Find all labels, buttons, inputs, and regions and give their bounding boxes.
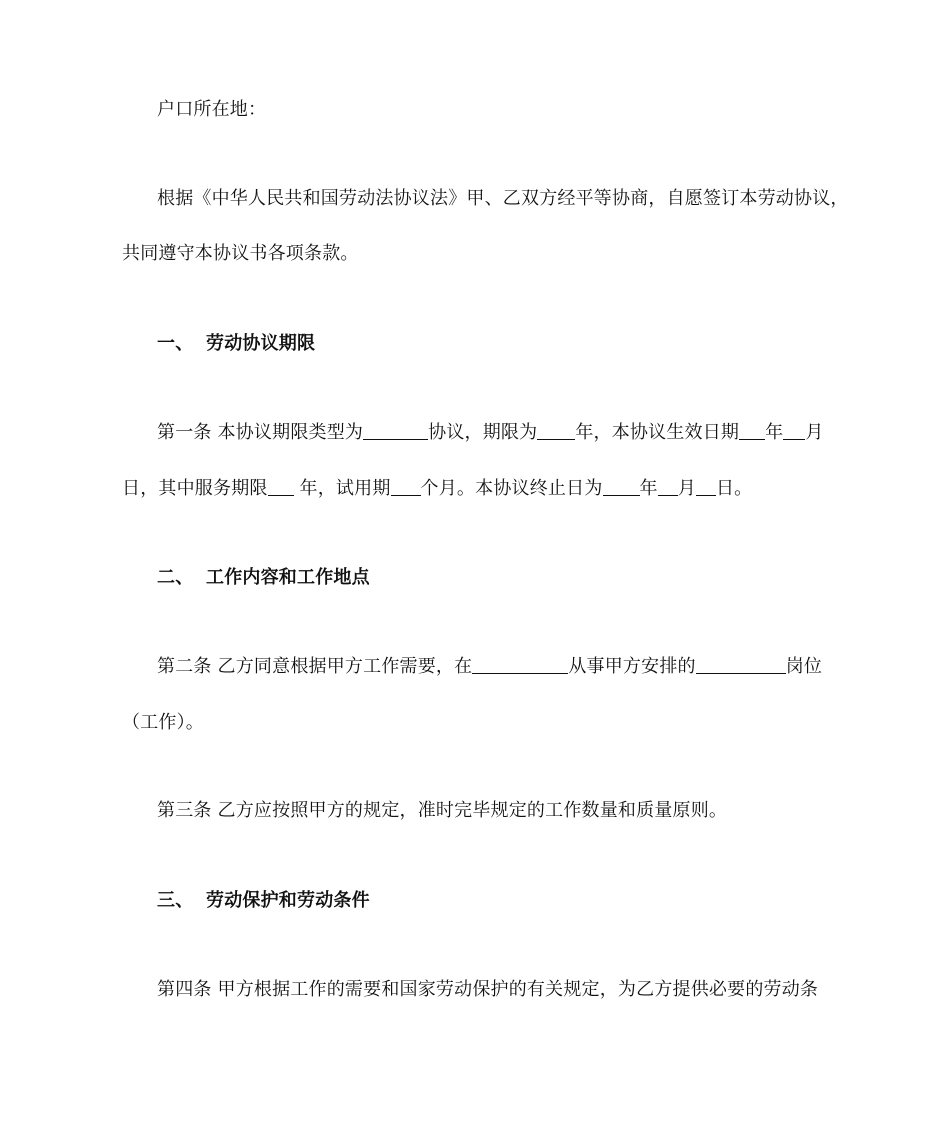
section-number-2: 二、 xyxy=(157,567,194,588)
section-title-2: 工作内容和工作地点 xyxy=(206,567,370,588)
article-2-line-2 xyxy=(122,711,204,735)
preamble-line-1 xyxy=(157,187,849,211)
blank-effective-year[interactable] xyxy=(739,421,765,440)
article-1-text: 年 xyxy=(639,478,658,499)
blank-effective-month[interactable] xyxy=(783,421,805,440)
section-heading-3 xyxy=(157,889,370,913)
article-3 xyxy=(157,799,727,823)
article-1-text: 月 xyxy=(805,422,824,443)
blank-end-day[interactable] xyxy=(696,477,716,496)
section-heading-1 xyxy=(157,332,315,356)
article-4 xyxy=(157,978,818,1002)
blank-probation-months[interactable] xyxy=(391,477,421,496)
article-1-text: 个月。本协议终止日为 xyxy=(420,478,603,499)
blank-term-years[interactable] xyxy=(537,421,575,440)
blank-position[interactable] xyxy=(696,655,786,674)
blank-end-year[interactable] xyxy=(603,477,640,496)
article-2-text: 岗位 xyxy=(785,656,823,677)
article-1-text: 协议，期限为 xyxy=(428,422,538,443)
household-location-text: 户口所在地： xyxy=(157,99,267,120)
blank-work-location[interactable] xyxy=(472,655,568,674)
preamble-text-2: 共同遵守本协议书各项条款。 xyxy=(122,243,359,264)
section-heading-2 xyxy=(157,566,370,590)
article-4-text: 第四条 甲方根据工作的需要和国家劳动保护的有关规定，为乙方提供必要的劳动条 xyxy=(157,979,819,1000)
section-number-3: 三、 xyxy=(157,890,194,911)
article-2-text: 第二条 乙方同意根据甲方工作需要，在 xyxy=(157,656,473,677)
section-title-3: 劳动保护和劳动条件 xyxy=(206,890,370,911)
article-1-text: 年 xyxy=(765,422,784,443)
article-1-text: 日。 xyxy=(715,478,753,499)
preamble-line-2 xyxy=(122,242,359,266)
blank-contract-type[interactable] xyxy=(363,421,428,440)
household-location-label xyxy=(157,98,266,122)
article-2-text: （工作）。 xyxy=(122,712,204,733)
article-1-text: 年，本协议生效日期 xyxy=(575,422,740,443)
section-number-1: 一、 xyxy=(157,333,194,354)
article-1-text: 第一条 本协议期限类型为 xyxy=(157,422,364,443)
article-2-line-1 xyxy=(157,655,822,679)
article-1-text: 月 xyxy=(677,478,696,499)
article-1-text: 年，试用期 xyxy=(293,478,391,499)
preamble-text-1: 根据《中华人民共和国劳动法协议法》甲、乙双方经平等协商，自愿签订本劳动协议， xyxy=(157,188,849,209)
section-title-1: 劳动协议期限 xyxy=(206,333,316,354)
blank-service-term[interactable] xyxy=(268,477,294,496)
article-1-text: 日，其中服务期限 xyxy=(122,478,268,499)
article-3-text: 第三条 乙方应按照甲方的规定，准时完毕规定的工作数量和质量原则。 xyxy=(157,800,728,821)
blank-end-month[interactable] xyxy=(658,477,678,496)
article-1-line-1 xyxy=(157,421,824,445)
article-1-line-2 xyxy=(122,477,752,501)
article-2-text: 从事甲方安排的 xyxy=(568,656,696,677)
